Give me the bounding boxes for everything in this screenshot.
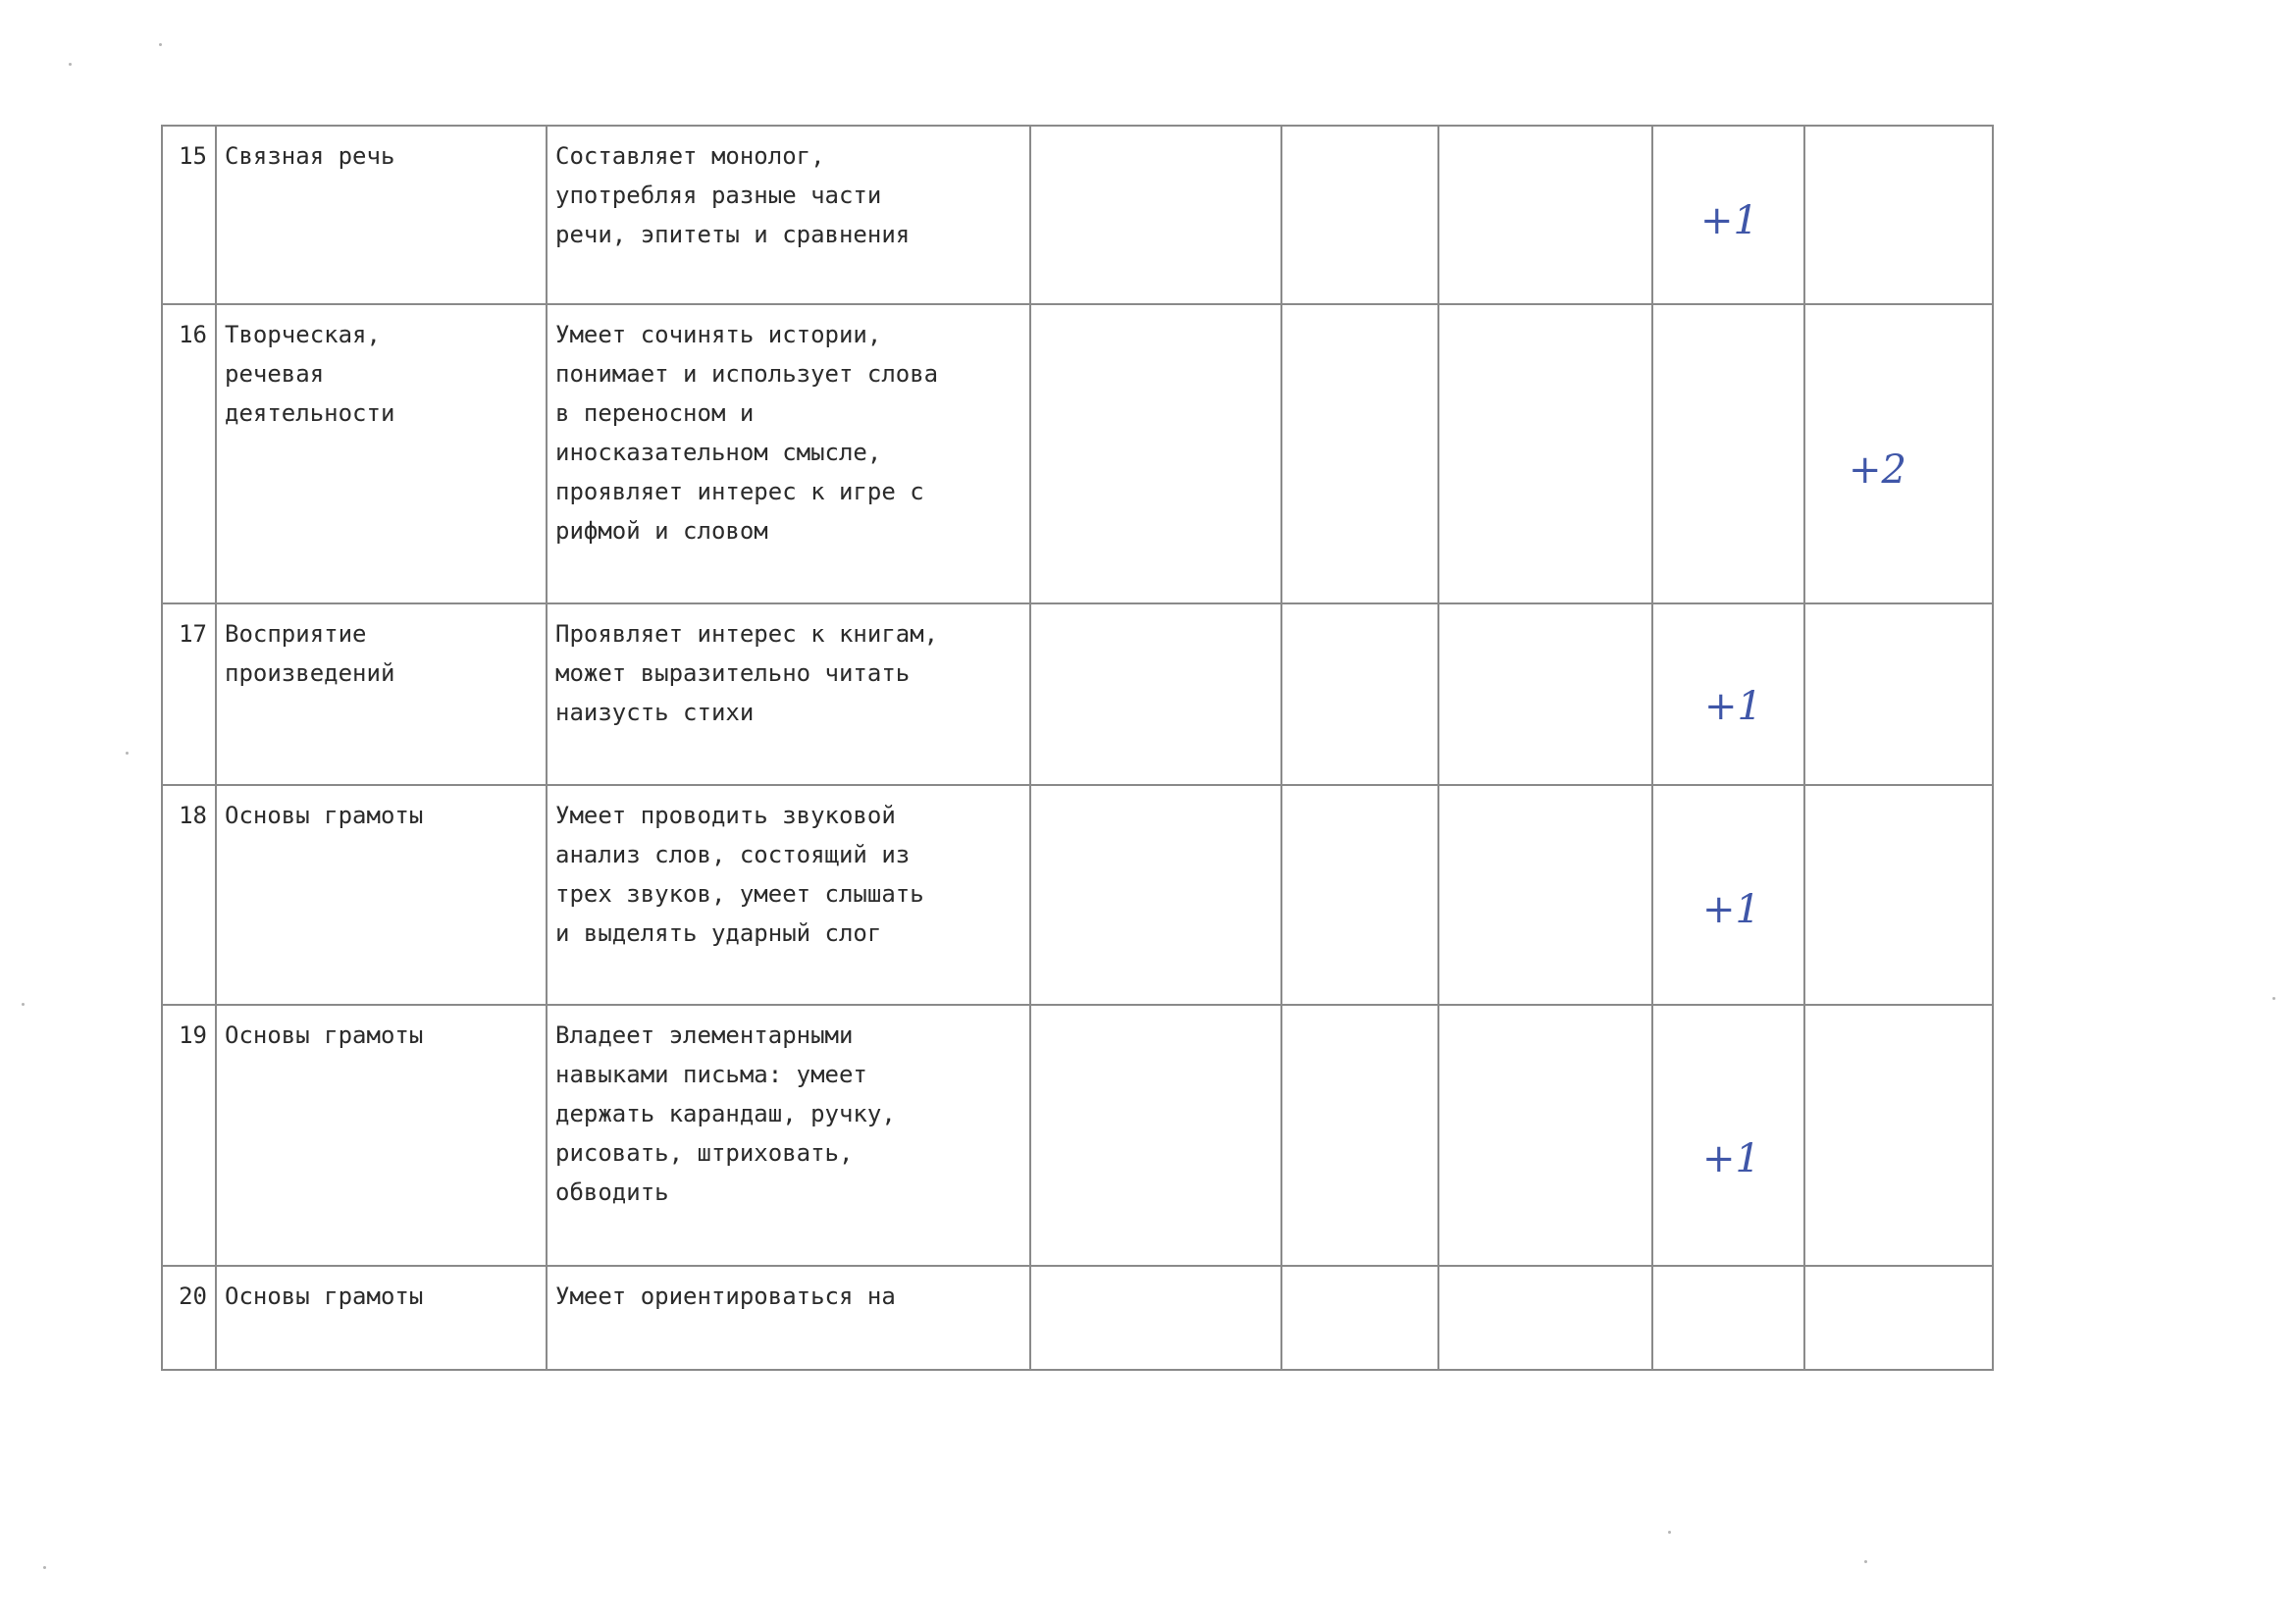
score-cell	[1030, 304, 1281, 603]
scan-speck	[43, 1566, 46, 1569]
score-cell	[1281, 304, 1438, 603]
row-topic: Восприятие произведений	[216, 603, 547, 785]
table-row	[162, 304, 1993, 603]
row-description: Умеет ориентироваться на	[547, 1266, 1030, 1370]
score-cell	[1804, 1266, 1993, 1370]
row-number: 15	[162, 126, 216, 304]
table-row	[162, 126, 1993, 304]
row-number: 20	[162, 1266, 216, 1370]
scan-speck	[69, 63, 72, 66]
score-cell	[1438, 1266, 1652, 1370]
score-cell	[1438, 126, 1652, 304]
row-description: Умеет сочинять истории, понимает и использует слова в переносном и иносказательном смысле, проявляет интерес к игре с рифмой и словом	[547, 304, 1030, 603]
row-description: Проявляет интерес к книгам, может выразительно читать наизусть стихи	[547, 603, 1030, 785]
row-topic: Основы грамоты	[216, 1266, 547, 1370]
row-topic: Основы грамоты	[216, 785, 547, 1005]
scan-speck	[1668, 1531, 1671, 1534]
handwritten-mark: +2	[1849, 447, 1906, 493]
row-number: 18	[162, 785, 216, 1005]
score-cell	[1281, 1005, 1438, 1266]
score-cell	[1030, 1266, 1281, 1370]
handwritten-mark: +1	[1704, 684, 1762, 729]
score-cell	[1281, 603, 1438, 785]
row-description: Владеет элементарными навыками письма: умеет держать карандаш, ручку, рисовать, штриховать, обводить	[547, 1005, 1030, 1266]
table-body	[162, 126, 1993, 1370]
table-row	[162, 785, 1993, 1005]
score-cell	[1281, 1266, 1438, 1370]
score-cell	[1652, 785, 1804, 1005]
score-cell	[1804, 126, 1993, 304]
score-cell	[1438, 1005, 1652, 1266]
table-row	[162, 1005, 1993, 1266]
score-cell	[1652, 304, 1804, 603]
score-cell	[1030, 603, 1281, 785]
handwritten-mark: +1	[1702, 887, 1760, 932]
scan-speck	[1864, 1560, 1867, 1563]
score-cell	[1804, 785, 1993, 1005]
score-cell	[1281, 126, 1438, 304]
score-cell	[1804, 1005, 1993, 1266]
score-cell	[1438, 785, 1652, 1005]
row-description: Умеет проводить звуковой анализ слов, состоящий из трех звуков, умеет слышать и выделять ударный слог	[547, 785, 1030, 1005]
row-topic: Основы грамоты	[216, 1005, 547, 1266]
handwritten-mark: +1	[1700, 198, 1758, 243]
score-cell	[1804, 603, 1993, 785]
score-cell	[1652, 1266, 1804, 1370]
row-number: 16	[162, 304, 216, 603]
row-number: 17	[162, 603, 216, 785]
handwritten-mark: +1	[1702, 1136, 1760, 1181]
score-cell	[1652, 1005, 1804, 1266]
table-row	[162, 603, 1993, 785]
score-cell	[1804, 304, 1993, 603]
scan-speck	[159, 43, 162, 46]
row-description: Составляет монолог, употребляя разные части речи, эпитеты и сравнения	[547, 126, 1030, 304]
score-cell	[1030, 785, 1281, 1005]
table-row	[162, 1266, 1993, 1370]
row-topic: Связная речь	[216, 126, 547, 304]
scan-speck	[126, 752, 129, 755]
score-cell	[1652, 126, 1804, 304]
row-number: 19	[162, 1005, 216, 1266]
score-cell	[1030, 126, 1281, 304]
score-cell	[1281, 785, 1438, 1005]
row-topic: Творческая, речевая деятельности	[216, 304, 547, 603]
score-cell	[1030, 1005, 1281, 1266]
score-cell	[1438, 304, 1652, 603]
score-cell	[1438, 603, 1652, 785]
score-cell	[1652, 603, 1804, 785]
assessment-table	[161, 125, 1994, 1371]
scan-speck	[2272, 997, 2275, 1000]
scan-speck	[22, 1003, 25, 1006]
